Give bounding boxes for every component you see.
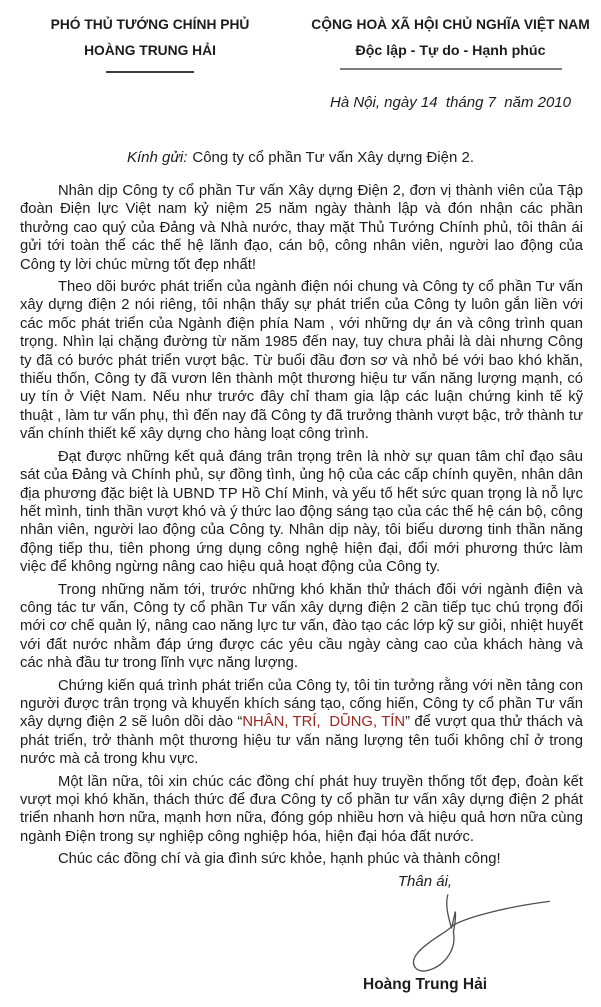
salutation-recipient: Công ty cổ phần Tư vấn Xây dựng Điện 2. [192, 149, 474, 166]
dateline: Hà Nội, ngày 14 tháng 7 năm 2010 [330, 94, 571, 111]
letter-body [0, 166, 601, 869]
paragraph-4: Trong những năm tới, trước những khó khăn thử thách đối với ngành điện và công tác tư vấn, Công ty cổ phần Tư vấn xây dựng điện 2 cần tiếp tục chú trọng đổi mới cơ chế quản lý, nâng cao năng lực tư vấn, đào tạo các lớp kỹ sư giỏi, nhiệt huyết với đất nước nhằm đáp ứng được các yêu cầu ngày càng cao của khách hàng và các nhà đầu tư trong lĩnh vực năng lượng. [20, 581, 583, 672]
paragraph-5-before: Chứng kiến quá trình phát triển của Công ty, tôi tin tưởng rằng với nền tảng con người được trân trọng và khuyến khích sáng tạo, cống hiến, Công ty cổ phần Tư vấn xây dựng điện 2 sẽ luôn dồi dào “ [20, 677, 583, 731]
valediction: Thân ái, [397, 872, 453, 890]
paragraph-5-after: ” để vượt qua thử thách và phát triển, trở thành một thương hiệu tư vấn năng lượng tên tuổi không chỉ ở trong nước mà cả trong khu vực. [20, 714, 583, 768]
sender-office: PHÓ THỦ TƯỚNG CHÍNH PHỦ [50, 17, 250, 32]
letterhead [0, 0, 601, 111]
sender-name: HOÀNG TRUNG HẢI [84, 43, 216, 58]
salutation-label: Kính gửi: [126, 149, 188, 166]
salutation-line [0, 149, 601, 166]
paragraph-2: Theo dõi bước phát triển của ngành điện nói chung và Công ty cổ phần Tư vấn xây dựng điện 2 nói riêng, tôi nhận thấy sự phát triển của Công ty luôn gắn liền với các mốc phát triển của Ngành điện phía Nam , với những dự án và công trình quan trọng. Nhìn lại chặng đường từ năm 1985 đến nay, tuy chưa phải là dài nhưng Công ty đã có bước phát triển vượt bậc. Từ buổi đầu đơn sơ và nhỏ bé với bao khó khăn, thiếu thốn, Công ty đã vươn lên thành một thương hiệu tư vấn năng lượng mạnh, có uy tín ở Việt Nam. Nếu như trước đây chỉ tham gia lập các luận chứng kinh tế kỹ thuật , làm tư vấn phụ, thì đến nay đã Công ty đã trưởng thành vượt bậc, trở thành tư vấn chính thiết kế xây dựng cho hàng loạt công trình. [20, 279, 583, 443]
closing-block [300, 873, 550, 994]
national-motto: Độc lập - Tự do - Hạnh phúc [355, 43, 546, 59]
signer-name: Hoàng Trung Hải [363, 975, 487, 993]
paragraph-6: Một lần nữa, tôi xin chúc các đồng chí phát huy truyền thống tốt đẹp, đoàn kết vượt mọi khó khăn, thách thức để đưa Công ty cổ phần tư vấn xây dựng điện 2 phát triển nhanh hơn nữa, mạnh hơn nữa, đóng góp nhiều hơn và hiệu quả hơn nữa cùng ngành Điện trong sự nghiệp công nghiệp hóa, hiện đại hóa đất nước. [20, 773, 583, 845]
paragraph-3: Đạt được những kết quả đáng trân trọng trên là nhờ sự quan tâm chỉ đạo sâu sát của Đảng và Chính phủ, sự đồng tình, ủng hộ của các cấp chính quyền, nhân dân địa phương đặc biệt là UBND TP Hồ Chí Minh, và yếu tố hết sức quan trọng là nỗ lực hết mình, tinh thần vượt khó và ý thức lao động sáng tạo của các thế hệ cán bộ, công nhân viên, người lao động của Công ty. Nhân dịp này, tôi biểu dương tinh thần năng động tiếp thu, tiên phong ứng dụng công nghệ hiện đại, đổi mới phương thức làm việc để không ngừng nâng cao hiệu quả hoạt động của Công ty. [20, 448, 583, 576]
paragraph-5 [20, 677, 583, 769]
motto-divider [340, 68, 562, 70]
letterhead-sender-block [0, 12, 300, 111]
paragraph-1: Nhân dịp Công ty cổ phần Tư vấn Xây dựng Điện 2, đơn vị thành viên của Tập đoàn Điện lực Việt nam kỷ niệm 25 năm ngày thành lập và đón nhận các phần thưởng cao quý của Đảng và Nhà nước, thay mặt Thủ Tướng Chính phủ, tôi thân ái gửi tới toàn thể các thế hệ lãnh đạo, cán bộ, công nhân viên, người lao động của Công ty lời chúc mừng tốt đẹp nhất! [20, 183, 583, 273]
sender-divider [106, 71, 194, 73]
motto-phrase: NHÂN, TRÍ, DŨNG, TÍN [242, 714, 406, 731]
national-title: CỘNG HOÀ XÃ HỘI CHỦ NGHĨA VIỆT NAM [311, 17, 590, 32]
paragraph-7: Chúc các đồng chí và gia đình sức khỏe, hạnh phúc và thành công! [58, 851, 501, 868]
letterhead-national-block [300, 12, 601, 111]
signature-scribble [388, 893, 558, 975]
